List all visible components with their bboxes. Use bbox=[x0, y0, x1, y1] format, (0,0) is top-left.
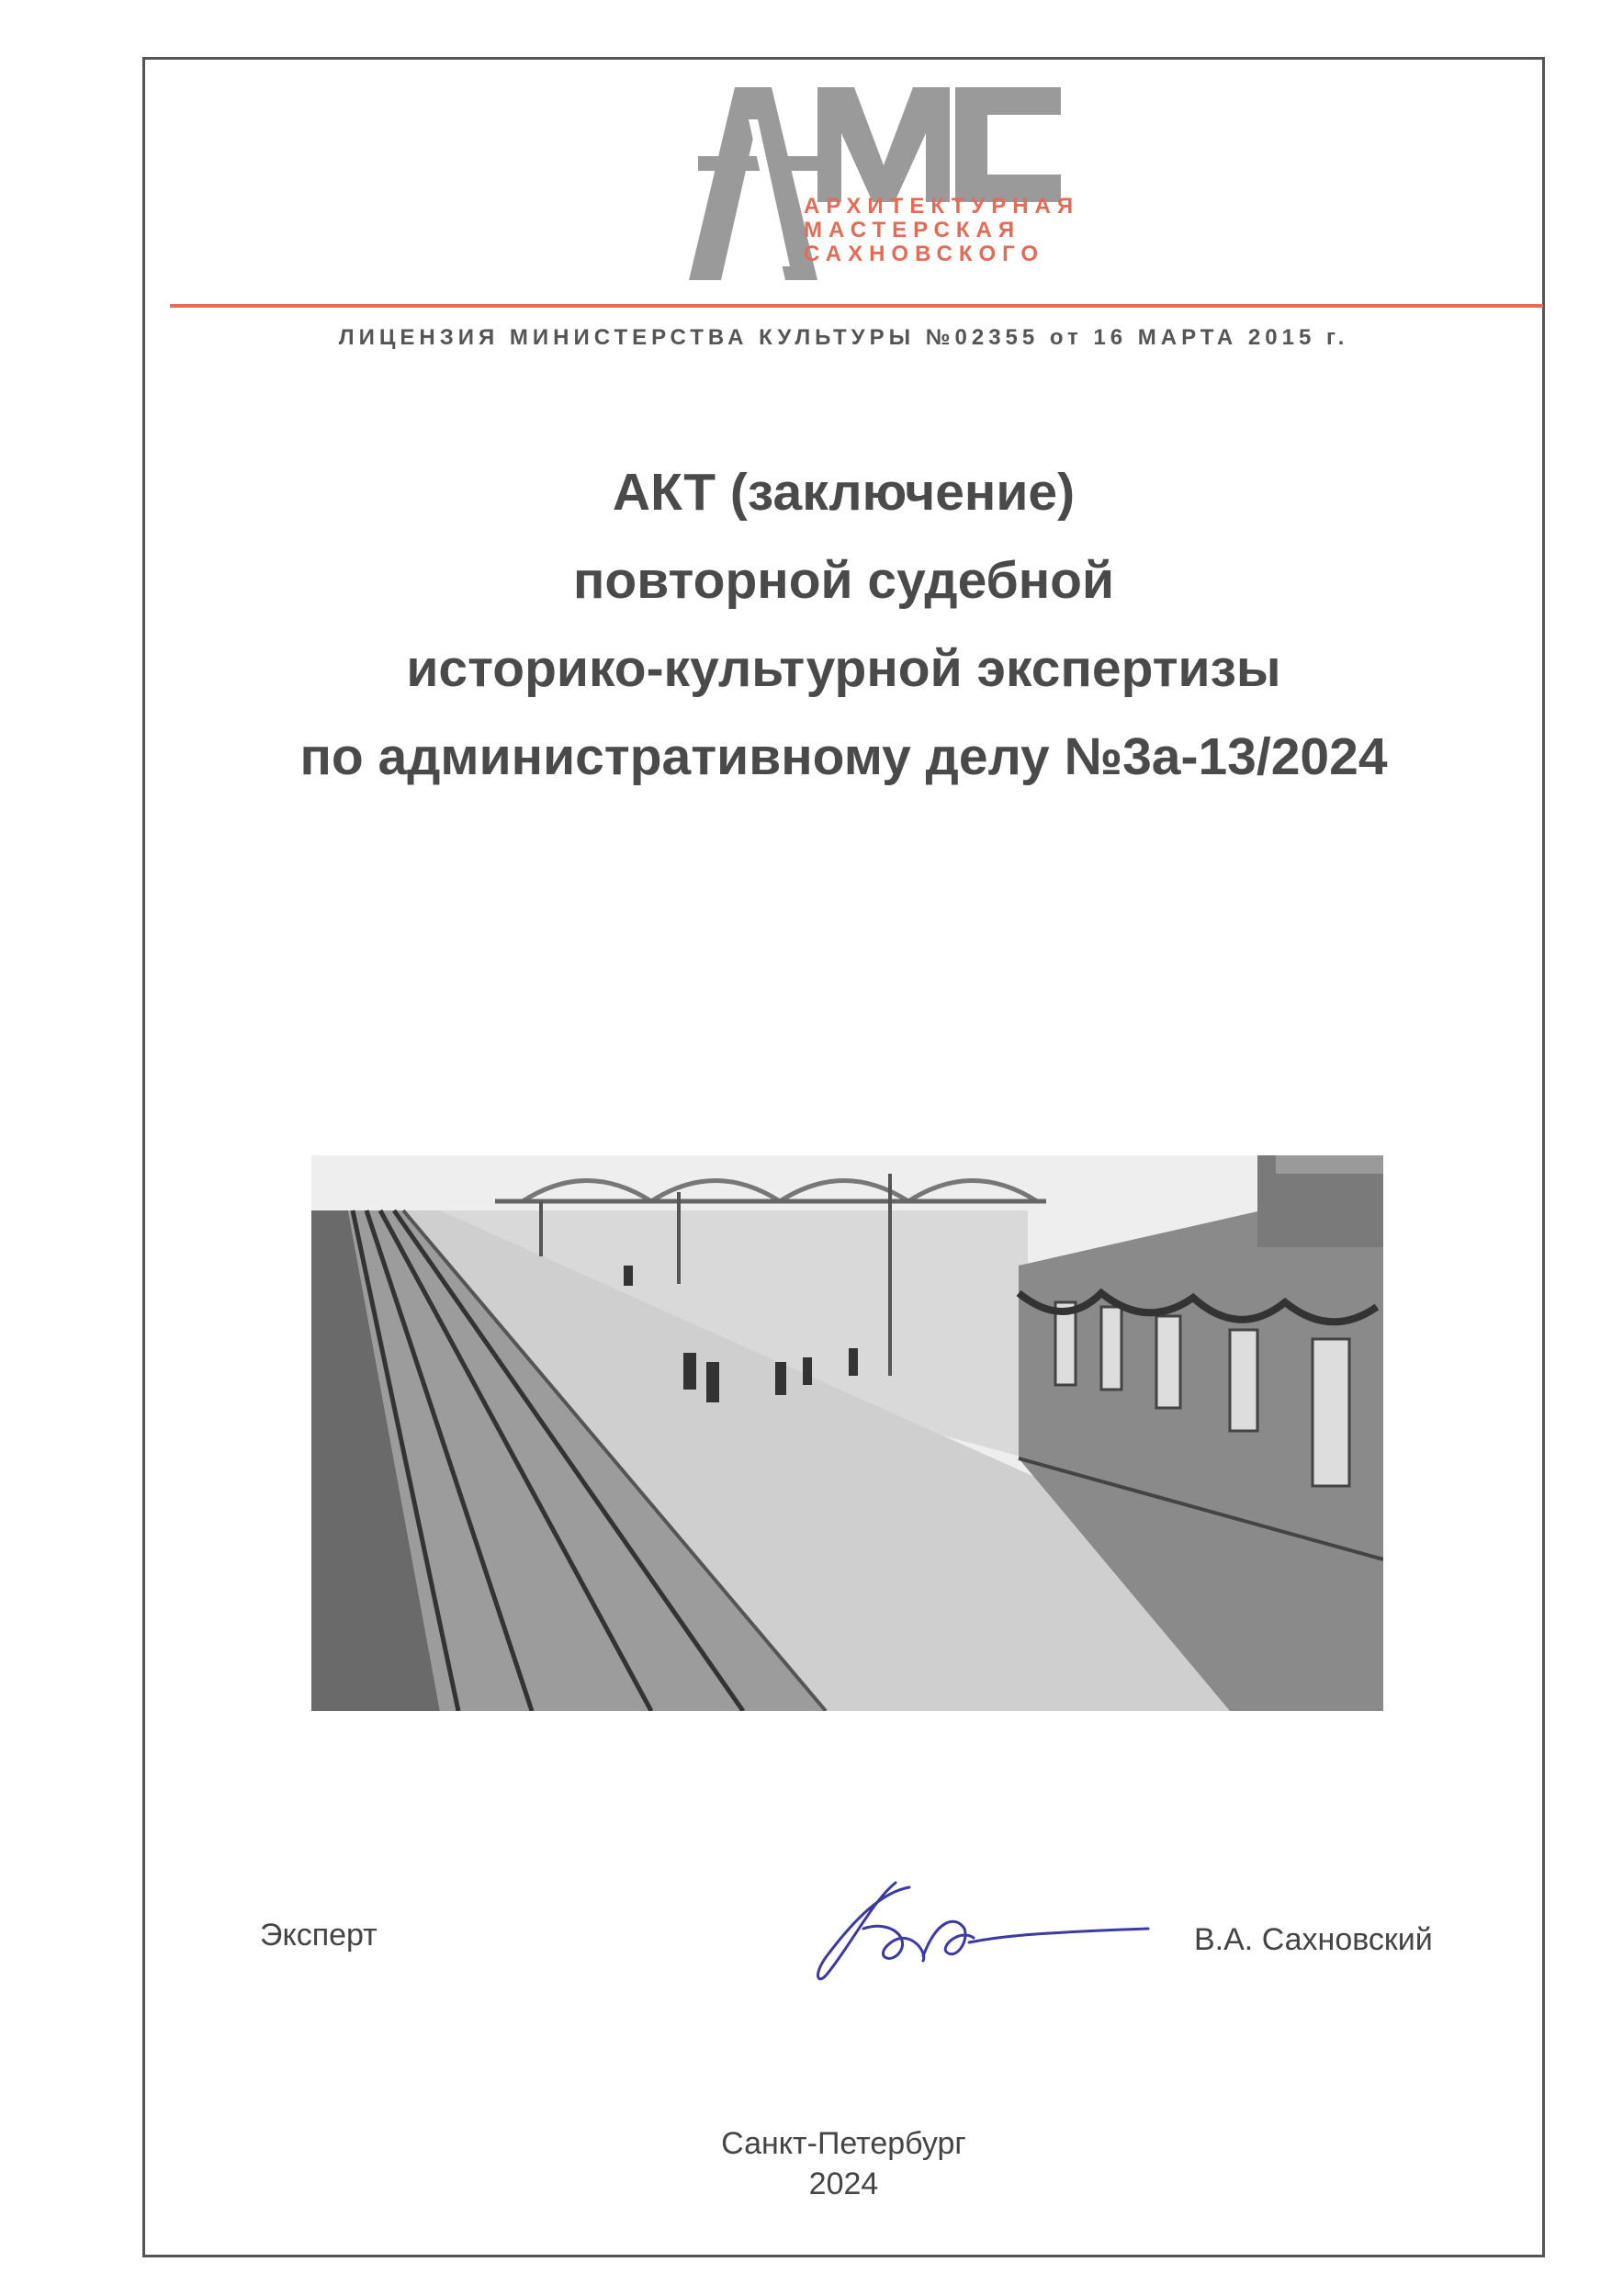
expert-signature bbox=[808, 1864, 1157, 1993]
expert-role-label: Эксперт bbox=[260, 1918, 378, 1953]
title-line-4: по административному делу №3а-13/2024 bbox=[299, 727, 1388, 786]
footer-year: 2024 bbox=[808, 2167, 879, 2201]
document-title bbox=[142, 448, 1545, 801]
title-line-2: повторной судебной bbox=[572, 551, 1115, 610]
railway-station-photo bbox=[311, 1155, 1383, 1711]
expert-name: В.А. Сахновский bbox=[1194, 1922, 1433, 1957]
footer-city: Санкт-Петербург bbox=[721, 2126, 966, 2161]
logo-subtitle-line-3: САХНОВСКОГО bbox=[804, 242, 1045, 266]
logo-subtitle-line-2: МАСТЕРСКАЯ bbox=[804, 218, 1021, 242]
title-line-1: АКТ (заключение) bbox=[612, 463, 1076, 522]
title-line-3: историко-культурной экспертизы bbox=[406, 639, 1281, 698]
header-divider bbox=[170, 304, 1543, 308]
logo-subtitle-line-1: АРХИТЕКТУРНАЯ bbox=[804, 194, 1080, 219]
license-text: ЛИЦЕНЗИЯ МИНИСТЕРСТВА КУЛЬТУРЫ №02355 от 16 МАРТА 2015 г. bbox=[338, 325, 1349, 350]
